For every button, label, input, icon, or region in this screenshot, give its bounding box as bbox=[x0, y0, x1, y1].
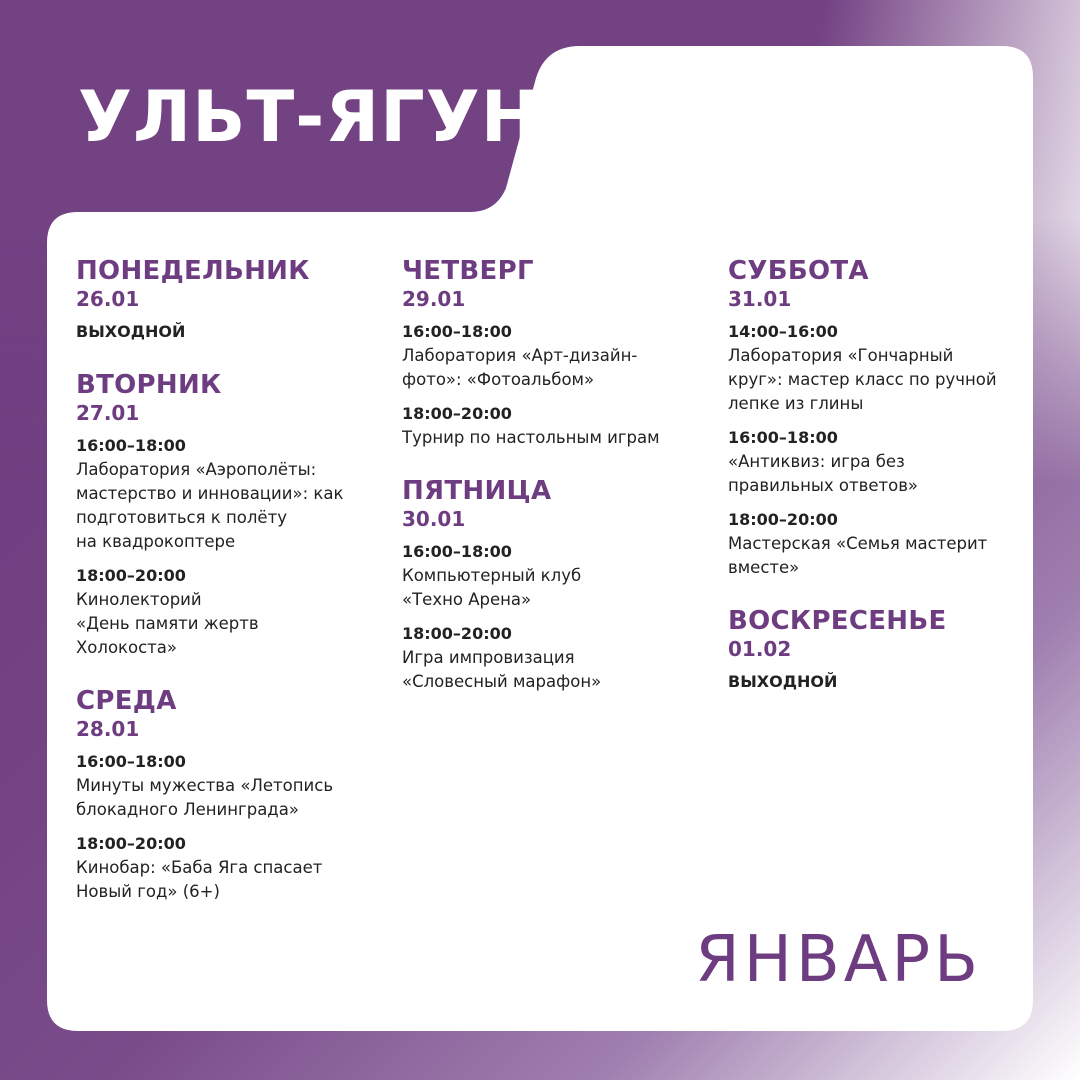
event-desc-line: круг»: мастер класс по ручной bbox=[728, 370, 997, 389]
day-off-label: ВЫХОДНОЙ bbox=[728, 672, 838, 691]
event-time: 16:00–18:00 bbox=[402, 322, 512, 341]
event-item bbox=[402, 622, 702, 694]
event-desc-line: Лаборатория «Аэрополёты: bbox=[76, 460, 317, 479]
event-desc-line: «Антиквиз: игра без bbox=[728, 452, 905, 471]
day-tuesday bbox=[76, 370, 376, 660]
day-name: ВТОРНИК bbox=[76, 370, 222, 400]
event-desc-line: Лаборатория «Арт-дизайн- bbox=[402, 346, 638, 365]
day-friday bbox=[402, 476, 702, 694]
event-time: 18:00–20:00 bbox=[728, 510, 838, 529]
event-time: 18:00–20:00 bbox=[402, 624, 512, 643]
event-item bbox=[76, 564, 376, 660]
event-time: 16:00–18:00 bbox=[728, 428, 838, 447]
event-time: 14:00–16:00 bbox=[728, 322, 838, 341]
day-saturday bbox=[728, 256, 1018, 580]
day-name: ПЯТНИЦА bbox=[402, 476, 552, 506]
day-date: 29.01 bbox=[402, 287, 466, 311]
event-desc-line: на квадрокоптере bbox=[76, 532, 236, 551]
day-date: 27.01 bbox=[76, 401, 140, 425]
event-item bbox=[402, 540, 702, 612]
event-desc-line: «Словесный марафон» bbox=[402, 672, 602, 691]
event-desc-line: Холокоста» bbox=[76, 638, 177, 657]
day-date: 01.02 bbox=[728, 637, 792, 661]
event-time: 18:00–20:00 bbox=[76, 566, 186, 585]
day-date: 28.01 bbox=[76, 717, 140, 741]
schedule-column-1 bbox=[76, 256, 376, 930]
event-desc-line: правильных ответов» bbox=[728, 476, 919, 495]
day-date: 26.01 bbox=[76, 287, 140, 311]
month-label: ЯНВАРЬ bbox=[695, 923, 982, 997]
day-off-label: ВЫХОДНОЙ bbox=[76, 322, 186, 341]
event-time: 16:00–18:00 bbox=[76, 752, 186, 771]
event-item bbox=[728, 508, 1018, 580]
event-item bbox=[402, 320, 702, 392]
day-thursday bbox=[402, 256, 702, 450]
event-item bbox=[728, 320, 1018, 416]
event-desc-line: Кинобар: «Баба Яга спасает bbox=[76, 858, 323, 877]
day-name: ВОСКРЕСЕНЬЕ bbox=[728, 606, 947, 636]
event-desc-line: Компьютерный клуб bbox=[402, 566, 582, 585]
event-desc-line: «День памяти жертв bbox=[76, 614, 259, 633]
event-item bbox=[76, 434, 376, 554]
event-item bbox=[76, 832, 376, 904]
event-desc-line: Минуты мужества «Летопись bbox=[76, 776, 334, 795]
day-name: ПОНЕДЕЛЬНИК bbox=[76, 256, 310, 286]
event-item bbox=[402, 402, 702, 450]
event-desc-line: Новый год» (6+) bbox=[76, 882, 220, 901]
event-time: 18:00–20:00 bbox=[76, 834, 186, 853]
day-monday bbox=[76, 256, 376, 344]
page-title: УЛЬТ-ЯГУН bbox=[78, 76, 541, 158]
event-desc-line: фото»: «Фотоальбом» bbox=[402, 370, 595, 389]
schedule-column-3 bbox=[728, 256, 1018, 720]
event-desc-line: Турнир по настольным играм bbox=[402, 428, 660, 447]
day-name: СРЕДА bbox=[76, 686, 177, 716]
event-desc-line: лепке из глины bbox=[728, 394, 864, 413]
event-desc-line: мастерство и инновации»: как bbox=[76, 484, 344, 503]
event-desc-line: Игра импровизация bbox=[402, 648, 575, 667]
event-desc-line: Мастерская «Семья мастерит bbox=[728, 534, 988, 553]
event-item bbox=[728, 426, 1018, 498]
schedule-column-2 bbox=[402, 256, 702, 720]
event-item bbox=[76, 750, 376, 822]
day-name: СУББОТА bbox=[728, 256, 869, 286]
event-desc-line: Кинолекторий bbox=[76, 590, 202, 609]
day-sunday bbox=[728, 606, 1018, 694]
day-date: 31.01 bbox=[728, 287, 792, 311]
event-desc-line: блокадного Ленинграда» bbox=[76, 800, 299, 819]
event-time: 18:00–20:00 bbox=[402, 404, 512, 423]
event-desc-line: вместе» bbox=[728, 558, 800, 577]
day-wednesday bbox=[76, 686, 376, 904]
event-desc-line: «Техно Арена» bbox=[402, 590, 532, 609]
day-name: ЧЕТВЕРГ bbox=[402, 256, 534, 286]
event-desc-line: подготовиться к полёту bbox=[76, 508, 287, 527]
day-date: 30.01 bbox=[402, 507, 466, 531]
event-desc-line: Лаборатория «Гончарный bbox=[728, 346, 954, 365]
event-time: 16:00–18:00 bbox=[402, 542, 512, 561]
event-time: 16:00–18:00 bbox=[76, 436, 186, 455]
